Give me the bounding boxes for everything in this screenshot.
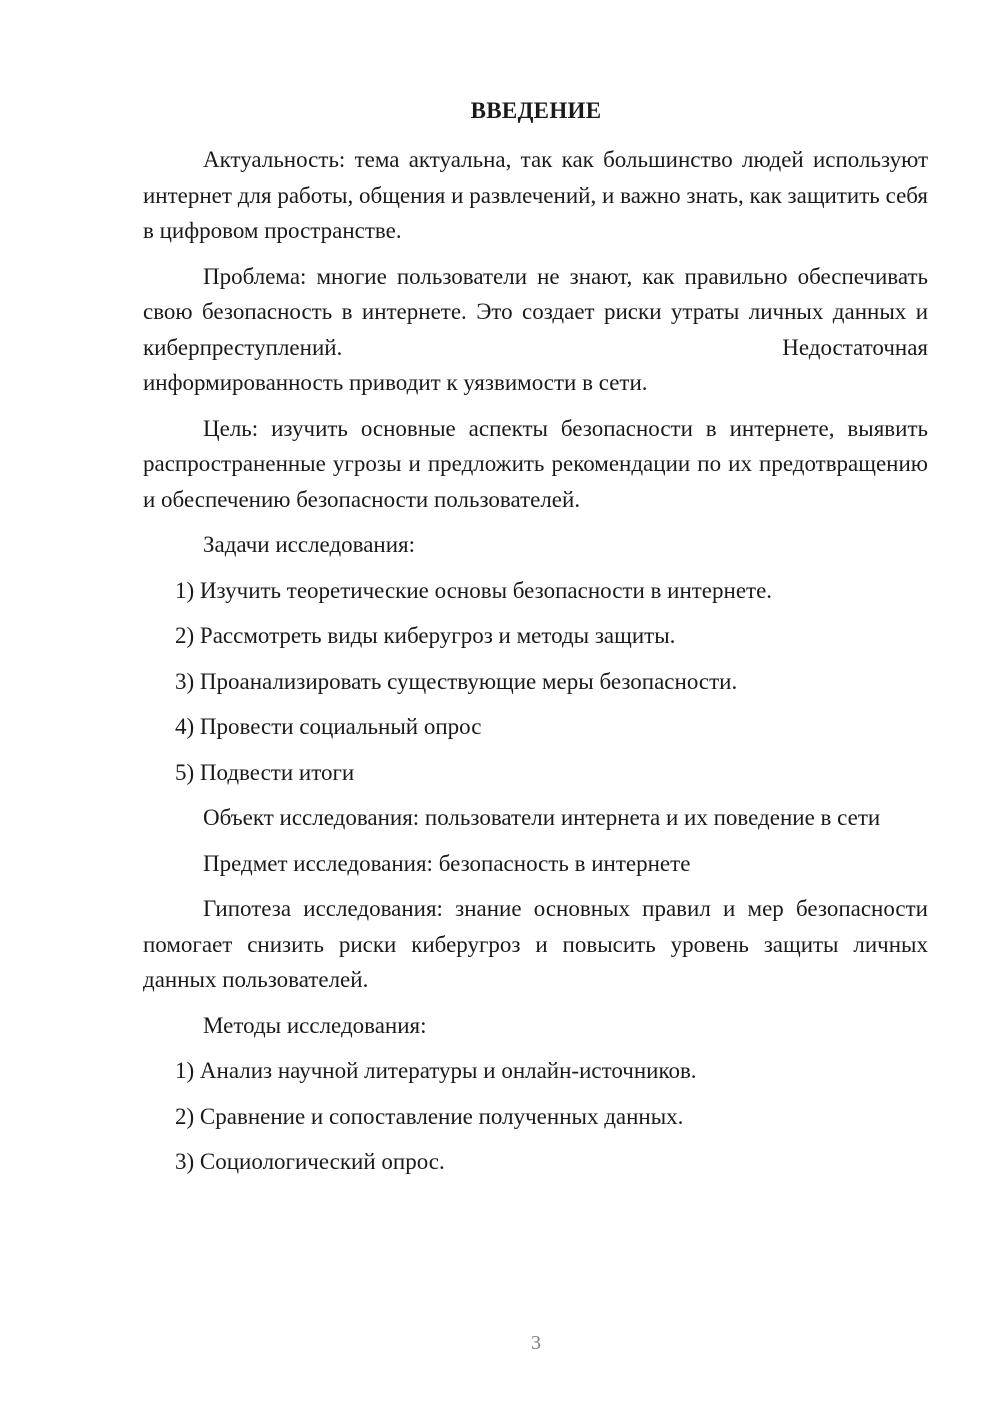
list-item: 3) Проанализировать существующие меры безопасности. xyxy=(175,668,738,694)
problem-paragraph xyxy=(143,259,928,366)
list-item: 4) Провести социальный опрос xyxy=(175,714,482,739)
problem-text-part1: Проблема: многие пользователи не знают, как правильно обеспечивать свою безопасность в интернете. Это создает риски утраты личных данных и киберпреступлений. Недостаточная xyxy=(143,263,928,360)
problem-paragraph-continued xyxy=(143,365,928,401)
subject-paragraph: Предмет исследования: безопасность в интернете xyxy=(203,850,691,876)
list-item: 1) Изучить теоретические основы безопасности в интернете. xyxy=(175,577,773,603)
list-item: 3) Социологический опрос. xyxy=(175,1149,445,1174)
list-item: 2) Рассмотреть виды киберугроз и методы защиты. xyxy=(175,623,676,648)
list-item: 5) Подвести итоги xyxy=(175,759,355,785)
problem-text-part2: информированность приводит к уязвимости в сети. xyxy=(143,370,648,395)
body-text xyxy=(143,142,928,1190)
object-paragraph: Объект исследования: пользователи интернета и их поведение в сети xyxy=(203,805,881,830)
list-item: 2) Сравнение и сопоставление полученных данных. xyxy=(175,1103,684,1129)
page-number: 3 xyxy=(531,1332,541,1354)
tasks-label: Задачи исследования: xyxy=(203,532,416,557)
hypothesis-paragraph: Гипотеза исследования: знание основных правил и мер безопасности помогает снизить риски киберугроз и повысить уровень защиты личных данных пользователей. xyxy=(143,896,928,992)
relevance-paragraph: Актуальность: тема актуальна, так как большинство людей используют интернет для работы, общения и развлечений, и важно знать, как защитить себя в цифровом пространстве. xyxy=(143,147,928,243)
methods-label: Методы исследования: xyxy=(203,1012,427,1038)
page-title: ВВЕДЕНИЕ xyxy=(470,98,602,123)
goal-paragraph: Цель: изучить основные аспекты безопасности в интернете, выявить распространенные угрозы и предложить рекомендации по их предотвращению и обеспечению безопасности пользователей. xyxy=(143,415,928,512)
list-item: 1) Анализ научной литературы и онлайн-источников. xyxy=(175,1058,697,1083)
